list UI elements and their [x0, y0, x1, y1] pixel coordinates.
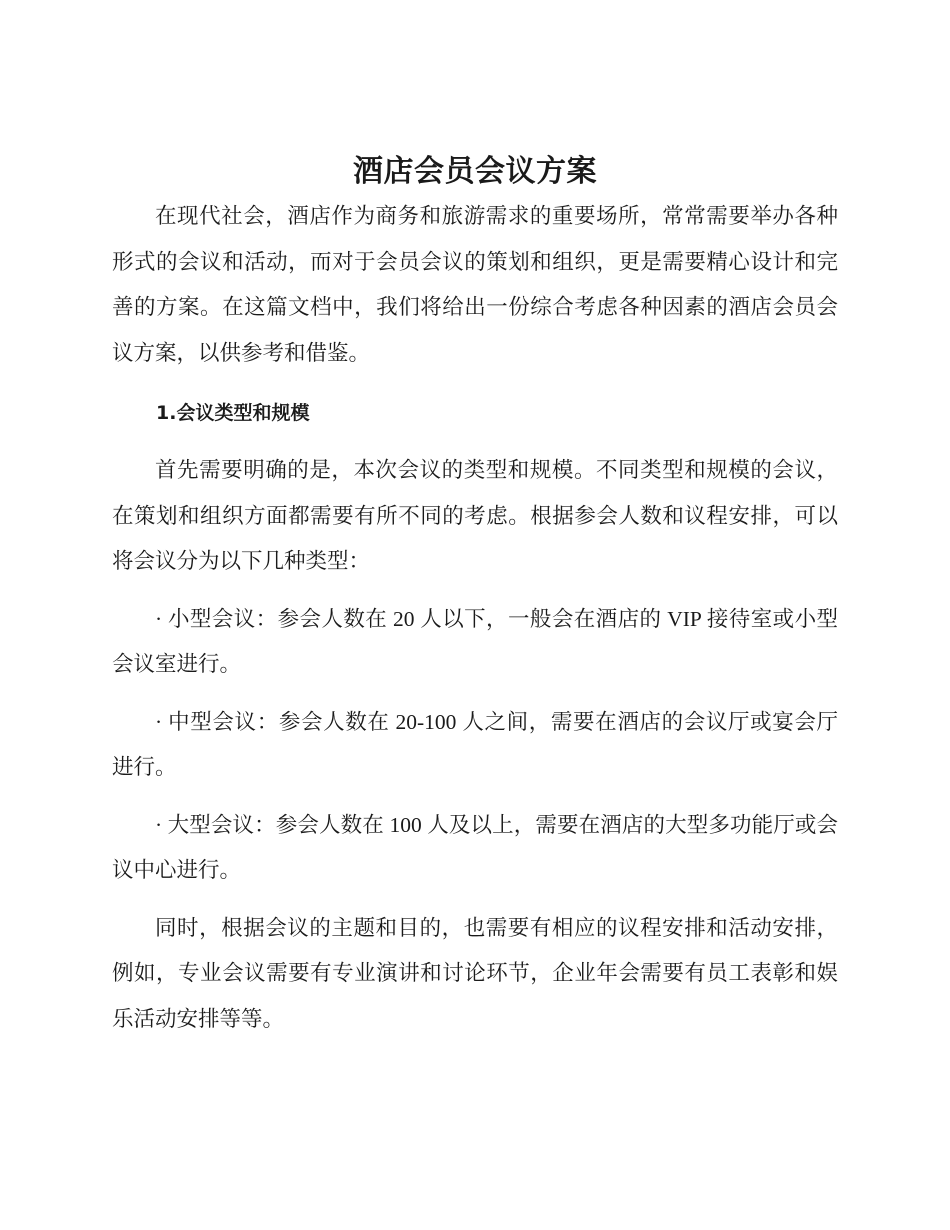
document-title: 酒店会员会议方案 [353, 154, 597, 189]
document-page [112, 150, 838, 1042]
bullet-small-meeting: · 小型会议：参会人数在 20 人以下，一般会在酒店的 VIP 接待室或小型会议室进行。 [112, 606, 838, 676]
section-paragraph: 首先需要明确的是，本次会议的类型和规模。不同类型和规模的会议，在策划和组织方面都需要有所不同的考虑。根据参会人数和议程安排，可以将会议分为以下几种类型： [112, 458, 838, 573]
intro-paragraph: 在现代社会，酒店作为商务和旅游需求的重要场所，常常需要举办各种形式的会议和活动，而对于会员会议的策划和组织，更是需要精心设计和完善的方案。在这篇文档中，我们将给出一份综合考虑各种因素的酒店会员会议方案，以供参考和借鉴。 [112, 204, 838, 365]
bullet-medium-meeting: · 中型会议：参会人数在 20-100 人之间，需要在酒店的会议厅或宴会厅进行。 [112, 709, 838, 779]
bullet-large-meeting: · 大型会议：参会人数在 100 人及以上，需要在酒店的大型多功能厅或会议中心进行。 [112, 812, 838, 882]
section-heading: 1.会议类型和规模 [156, 402, 310, 424]
closing-paragraph: 同时，根据会议的主题和目的，也需要有相应的议程安排和活动安排，例如，专业会议需要有专业演讲和讨论环节，企业年会需要有员工表彰和娱乐活动安排等等。 [112, 915, 838, 1031]
